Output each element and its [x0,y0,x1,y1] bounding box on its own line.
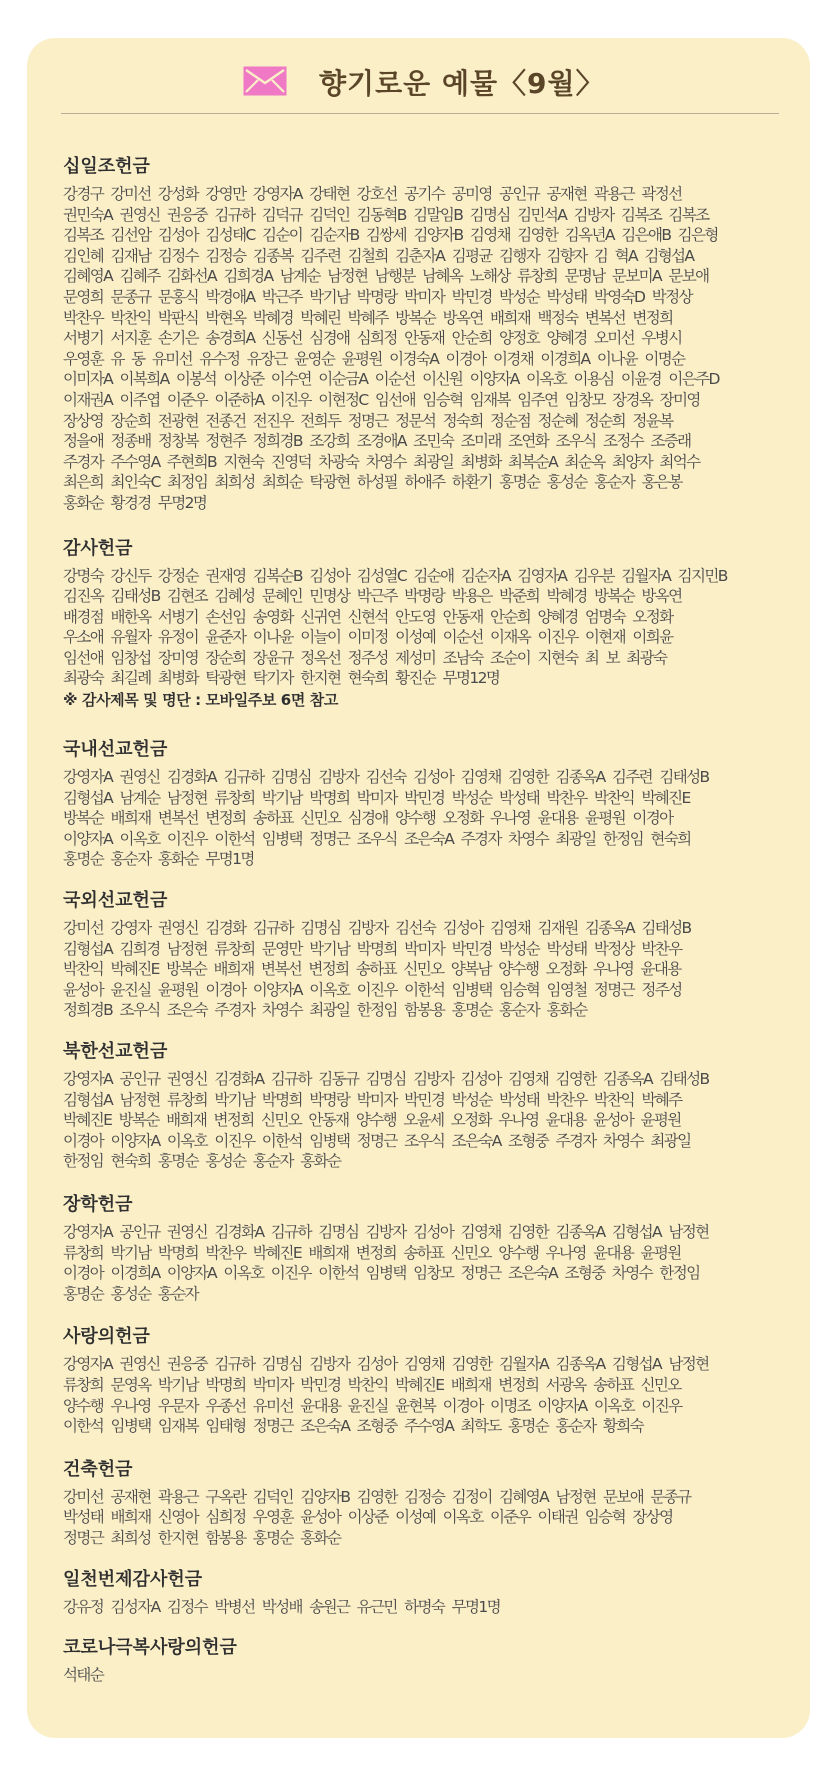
donor-line: 최광숙 최길례 최병화 탁광현 탁기자 한지현 현숙희 황진순 무명12명 [63,669,500,688]
donor-line: 이미자A 이복희A 이봉석 이상준 이수연 이순금A 이순선 이신원 이양자A 이옥호 이용심 이윤경 이은주D [63,370,719,389]
donor-names [63,1354,778,1436]
donor-line: 양수행 우나영 우문자 우종선 유미선 윤대용 윤진실 윤현복 이경아 이명조 이양자A 이옥호 이진우 [63,1396,682,1415]
section-title: 코로나극복사랑의헌금 [63,1637,237,1659]
donor-line: 정희경B 조우식 조은숙 주경자 차영수 최광일 한정임 함봉용 홍명순 홍순자 홍화순 [63,1001,587,1020]
donor-line: 강영자A 권영신 권응중 김규하 김명심 김방자 김성아 김영채 김영한 김월자A 김종옥A 김형섭A 남정현 [63,1355,709,1374]
donor-line: 류창희 문영옥 박기남 박명희 박미자 박민경 박찬익 박혜진E 배희재 변정희 서광옥 송하표 신민오 [63,1375,681,1394]
donor-line: 박찬우 박찬익 박판식 박현옥 박혜경 박혜린 박혜주 방복순 방옥연 배희재 백정숙 변복선 변정희 [63,308,673,327]
donor-line: 정명근 최희성 한지현 함봉용 홍명순 홍화순 [63,1528,341,1547]
donor-line: 권민숙A 권영신 권응중 김규하 김덕규 김덕인 김동혁B 김말임B 김명심 김민석A 김방자 김복조 김복조 [63,205,709,224]
donor-line: 주경자 주수영A 주현희B 지현숙 진영덕 차광숙 차영수 최광일 최병화 최복순A 최순옥 최양자 최억수 [63,452,700,471]
donor-line: 박혜진E 방복순 배희재 변정희 신민오 안동재 양수행 오윤세 오정화 우나영 윤대용 윤성아 윤평원 [63,1111,681,1130]
donor-line: 강영자A 공인규 권영신 김경화A 김규하 김명심 김방자 김성아 김영채 김영한 김종옥A 김형섭A 남정현 [63,1222,709,1241]
donor-names [63,1222,778,1304]
offering-section [63,536,778,712]
section-note: ※ 감사제목 및 명단 : 모바일주보 6면 참고 [63,691,338,710]
donor-line: 이한석 임병택 임재복 임태형 정명근 조은숙A 조형중 주수영A 최학도 홍명순 홍순자 황희숙 [63,1417,644,1436]
offering-section [63,1324,778,1436]
donor-line: 김형섭A 김희경 남정현 류창희 문영만 박기남 박명희 박미자 박민경 박성순 박성태 박정상 박찬우 [63,939,682,958]
donor-line: 이경아 이양자A 이옥호 이진우 이한석 임병택 정명근 조우식 조은숙A 조형중 주경자 차영수 최광일 [63,1131,691,1150]
donor-line: 문영희 문종규 문홍식 박경애A 박근주 박기남 박명랑 박미자 박민경 박성순 박성태 박영숙D 박정상 [63,287,692,306]
donor-line: 정을애 정종배 정창복 정현주 정희경B 조강희 조경애A 조민숙 조미래 조연화 조우식 조정수 조증래 [63,432,691,451]
envelope-icon [243,66,287,96]
donor-names [63,566,778,690]
donor-line: 방복순 배희재 변복선 변정희 송하표 신민오 심경애 양수행 오정화 우나영 윤대용 윤평원 이경아 [63,809,673,828]
offering-section [63,1635,778,1686]
donor-line: 홍명순 홍순자 홍화순 무명1명 [63,850,254,869]
donor-line: 우영훈 유 동 유미선 유수정 유장근 윤영순 윤평원 이경숙A 이경아 이경채 이경희A 이나윤 이명순 [63,349,685,368]
donor-line: 김형섭A 남정현 류창희 박기남 박명희 박명랑 박미자 박민경 박성순 박성태 박찬우 박찬익 박혜주 [63,1090,682,1109]
section-title: 사랑의헌금 [63,1326,150,1348]
donor-line: 박찬익 박혜진E 방복순 배희재 변복선 변정희 송하표 신민오 양복남 양수행 오정화 우나영 윤대용 [63,960,681,979]
section-title: 일천번제감사헌금 [63,1568,203,1590]
donor-line: 강경구 강미선 강성화 강영만 강영자A 강태현 강호선 공기수 공미영 공인규 공재현 곽용근 곽정선 [63,185,682,203]
donor-line: 김복조 김선암 김성아 김성태C 김순이 김순자B 김쌍세 김양자B 김영채 김영한 김옥년A 김은애B 김은형 [63,226,718,245]
offering-section [63,737,778,870]
donor-line: 이경아 이경희A 이양자A 이옥호 이진우 이한석 임병택 임창모 정명근 조은숙A 조형중 차영수 한정임 [63,1264,700,1283]
section-title: 십일조헌금 [63,156,150,177]
section-title: 감사헌금 [63,537,133,559]
donor-line: 김인혜 김재남 김정수 김정승 김종복 김주련 김철희 김춘자A 김평균 김행자 김향자 김 혁A 김형섭A [63,246,694,265]
donor-names [63,1597,778,1618]
section-title: 국외선교헌금 [63,890,168,912]
donor-names [63,918,778,1021]
donor-names [63,1069,778,1172]
section-title: 국내선교헌금 [63,739,168,761]
offering-section [63,1192,778,1304]
section-title: 북한선교헌금 [63,1041,168,1062]
donor-line: 박성태 배희재 신영아 심희정 우영훈 윤성아 이상준 이성예 이옥호 이준우 이태권 임승혁 장상영 [63,1508,673,1527]
header [27,52,810,110]
donor-names [63,767,778,870]
offering-card [27,38,810,1738]
title-divider [61,113,779,114]
donor-line: 우소애 유월자 유정이 윤준자 이나윤 이늘이 이미정 이성예 이순선 이재옥 이진우 이현재 이희윤 [63,628,673,647]
donor-line: 석태순 [63,1666,104,1685]
donor-line: 한정임 현숙희 홍명순 홍성순 홍순자 홍화순 [63,1152,341,1171]
offering-section [63,1039,778,1172]
offering-section [63,1457,778,1549]
section-title: 건축헌금 [63,1458,133,1480]
donor-line: 이재권A 이주엽 이준우 이준하A 이진우 이현정C 임선애 임승혁 임재복 임주연 임창모 장경옥 장미영 [63,390,700,409]
donor-line: 이양자A 이옥호 이진우 이한석 임병택 정명근 조우식 조은숙A 주경자 차영수 최광일 한정임 현숙희 [63,829,691,848]
donor-line: 서병기 서지훈 손기은 송경희A 신동선 심경애 심희정 안동재 안순희 양정호 양혜경 오미선 우병시 [63,329,682,348]
donor-names [63,184,778,514]
donor-line: 강영자A 권영신 김경화A 김규하 김명심 김방자 김선숙 김성아 김영채 김영한 김종옥A 김주련 김태성B [63,768,709,787]
offering-section [63,888,778,1021]
donor-line: 최은희 최인숙C 최정임 최희성 최희순 탁광현 하성필 하애주 하환기 홍명순 홍성순 홍순자 홍은봉 [63,473,682,492]
donor-line: 홍화순 황경경 무명2명 [63,493,207,512]
donor-line: 강명숙 강신두 강정순 권재영 김복순B 김성아 김성열C 김순애 김순자A 김영자A 김우분 김월자A 김지민B [63,566,727,585]
donor-line: 임선애 임창섭 장미영 장순희 장윤규 정옥선 정주성 제성미 조남숙 조순이 지현숙 최 보 최광숙 [63,648,667,667]
donor-line: 김혜영A 김혜주 김화선A 김희경A 남계순 남정현 남행분 남혜옥 노해상 류창희 문명남 문보미A 문보애 [63,267,709,286]
donor-line: 강미선 강영자 권영신 김경화 김규하 김명심 김방자 김선숙 김성아 김영채 김재원 김종옥A 김태성B [63,919,691,938]
donor-line: 류창희 박기남 박명희 박찬우 박혜진E 배희재 변정희 송하표 신민오 양수행 우나영 윤대용 윤평원 [63,1243,681,1262]
page-title: 향기로운 예물〈9월〉 [319,67,605,100]
donor-line: 강영자A 공인규 권영신 김경화A 김규하 김동규 김명심 김방자 김성아 김영채 김영한 김종옥A 김태성B [63,1070,709,1088]
offering-section [63,154,778,514]
donor-line: 강미선 공재현 곽용근 구옥란 김덕인 김양자B 김영한 김정승 김정이 김혜영A 남정현 문보애 문종규 [63,1487,691,1506]
donor-line: 김형섭A 남계순 남정현 류창희 박기남 박명희 박미자 박민경 박성순 박성태 박찬우 박찬익 박혜진E [63,788,690,807]
donor-line: 홍명순 홍성순 홍순자 [63,1284,199,1303]
donor-names [63,1665,778,1686]
donor-line: 강유정 김성자A 김정수 박병선 박성배 송원근 유근민 하명숙 무명1명 [63,1597,500,1616]
donor-line: 배경점 배한옥 서병기 손선임 송영화 신귀연 신현석 안도영 안동재 안순희 양혜경 엄명숙 오정화 [63,607,673,626]
donor-line: 김진옥 김태성B 김현조 김혜성 문혜인 민명상 박근주 박명랑 박용은 박준희 박혜경 방복순 방옥연 [63,587,682,606]
donor-names [63,1487,778,1549]
offering-section [63,1567,778,1618]
donor-line: 장상영 장순희 전광현 전종건 전진우 전희두 정명근 정문석 정숙희 정순점 정순혜 정순희 정윤복 [63,411,673,430]
section-title: 장학헌금 [63,1193,133,1215]
donor-line: 윤성아 윤진실 윤평원 이경아 이양자A 이옥호 이진우 이한석 임병택 임승혁 임영철 정명근 정주성 [63,980,682,999]
offering-sections [63,136,778,1686]
